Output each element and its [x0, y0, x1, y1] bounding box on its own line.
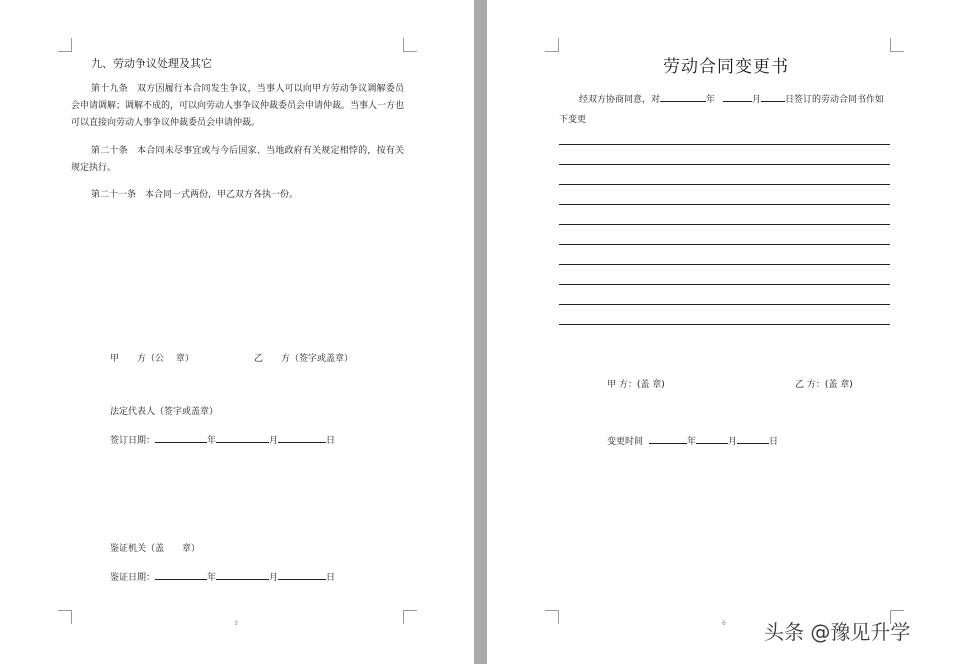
change-content-line[interactable] — [559, 164, 890, 165]
change-content-line[interactable] — [559, 224, 890, 225]
margin-corner-mark — [545, 38, 559, 52]
sign-date-line — [110, 431, 335, 450]
verify-date-label: 鉴证日期： — [110, 573, 156, 583]
page-number: 3 — [234, 620, 238, 627]
change-content-line[interactable] — [559, 184, 890, 185]
year-blank[interactable] — [649, 432, 687, 444]
day-label: 日 — [326, 436, 336, 446]
margin-corner-mark — [403, 38, 417, 52]
year-label: 年 — [687, 437, 697, 447]
month-blank[interactable] — [216, 431, 269, 443]
margin-corner-mark — [545, 610, 559, 624]
day-blank[interactable] — [737, 432, 769, 444]
day-label: 日 — [326, 573, 336, 583]
change-content-line[interactable] — [559, 144, 890, 145]
page-number: 6 — [722, 620, 726, 627]
article-19-paragraph: 第十九条 双方因履行本合同发生争议，当事人可以向甲方劳动争议调解委员会申请调解；调解不成的，可以向劳动人事争议仲裁委员会申请仲裁。当事人一方也可以直接向劳动人事争议仲裁委员会申请仲裁。 — [71, 84, 405, 128]
change-content-line[interactable] — [559, 244, 890, 245]
verify-org-label: 鉴证机关（盖 章） — [110, 544, 201, 554]
change-time-label: 变更时间 — [607, 437, 644, 447]
month-label: 月 — [269, 436, 279, 446]
section-heading: 九、劳动争议处理及其它 — [91, 57, 212, 70]
intro-line — [579, 90, 884, 109]
year-label: 年 — [706, 95, 716, 105]
legal-rep-label: 法定代表人（签字或盖章） — [110, 407, 219, 417]
margin-corner-mark — [58, 38, 72, 52]
sign-date-label: 签订日期： — [110, 436, 156, 446]
intro-line-2: 下变更 — [559, 115, 587, 125]
watermark: 头条 @豫见升学 — [764, 620, 911, 644]
change-content-line[interactable] — [559, 204, 890, 205]
document-page-left — [0, 0, 474, 664]
month-label: 月 — [269, 573, 279, 583]
verify-date-line — [110, 568, 335, 587]
day-blank[interactable] — [278, 568, 326, 580]
margin-corner-mark — [58, 610, 72, 624]
year-label: 年 — [207, 573, 217, 583]
article-21-paragraph: 第二十一条 本合同一式两份，甲乙双方各执一份。 — [91, 190, 299, 200]
day-blank[interactable] — [761, 90, 785, 102]
party-a-seal-label: 甲 方：(盖 章) — [607, 380, 665, 390]
intro-prefix: 经双方协商同意，对 — [579, 95, 661, 105]
page-gutter — [474, 0, 487, 664]
day-blank[interactable] — [278, 431, 326, 443]
party-a-seal-label: 甲 方（公 章） — [110, 354, 194, 364]
intro-suffix: 日签订的劳动合同书作如 — [785, 95, 885, 105]
month-label: 月 — [728, 437, 738, 447]
month-blank[interactable] — [216, 568, 269, 580]
margin-corner-mark — [890, 38, 904, 52]
margin-corner-mark — [403, 610, 417, 624]
change-content-line[interactable] — [559, 324, 890, 325]
month-blank[interactable] — [696, 432, 728, 444]
document-title: 劳动合同变更书 — [663, 57, 789, 77]
year-blank[interactable] — [155, 431, 207, 443]
month-label: 月 — [752, 95, 762, 105]
article-20-paragraph: 第二十条 本合同未尽事宜或与今后国家、当地政府有关规定相悖的，按有关规定执行。 — [71, 146, 404, 173]
month-blank[interactable] — [723, 90, 752, 102]
day-label: 日 — [769, 437, 779, 447]
change-content-line[interactable] — [559, 284, 890, 285]
year-blank[interactable] — [660, 90, 706, 102]
year-label: 年 — [207, 436, 217, 446]
change-time-line — [607, 432, 778, 451]
change-content-line[interactable] — [559, 264, 890, 265]
change-content-line[interactable] — [559, 304, 890, 305]
year-blank[interactable] — [155, 568, 207, 580]
party-b-signature-label: 乙 方（签字或盖章） — [254, 354, 354, 364]
party-b-seal-label: 乙 方：(盖 章) — [795, 380, 853, 390]
